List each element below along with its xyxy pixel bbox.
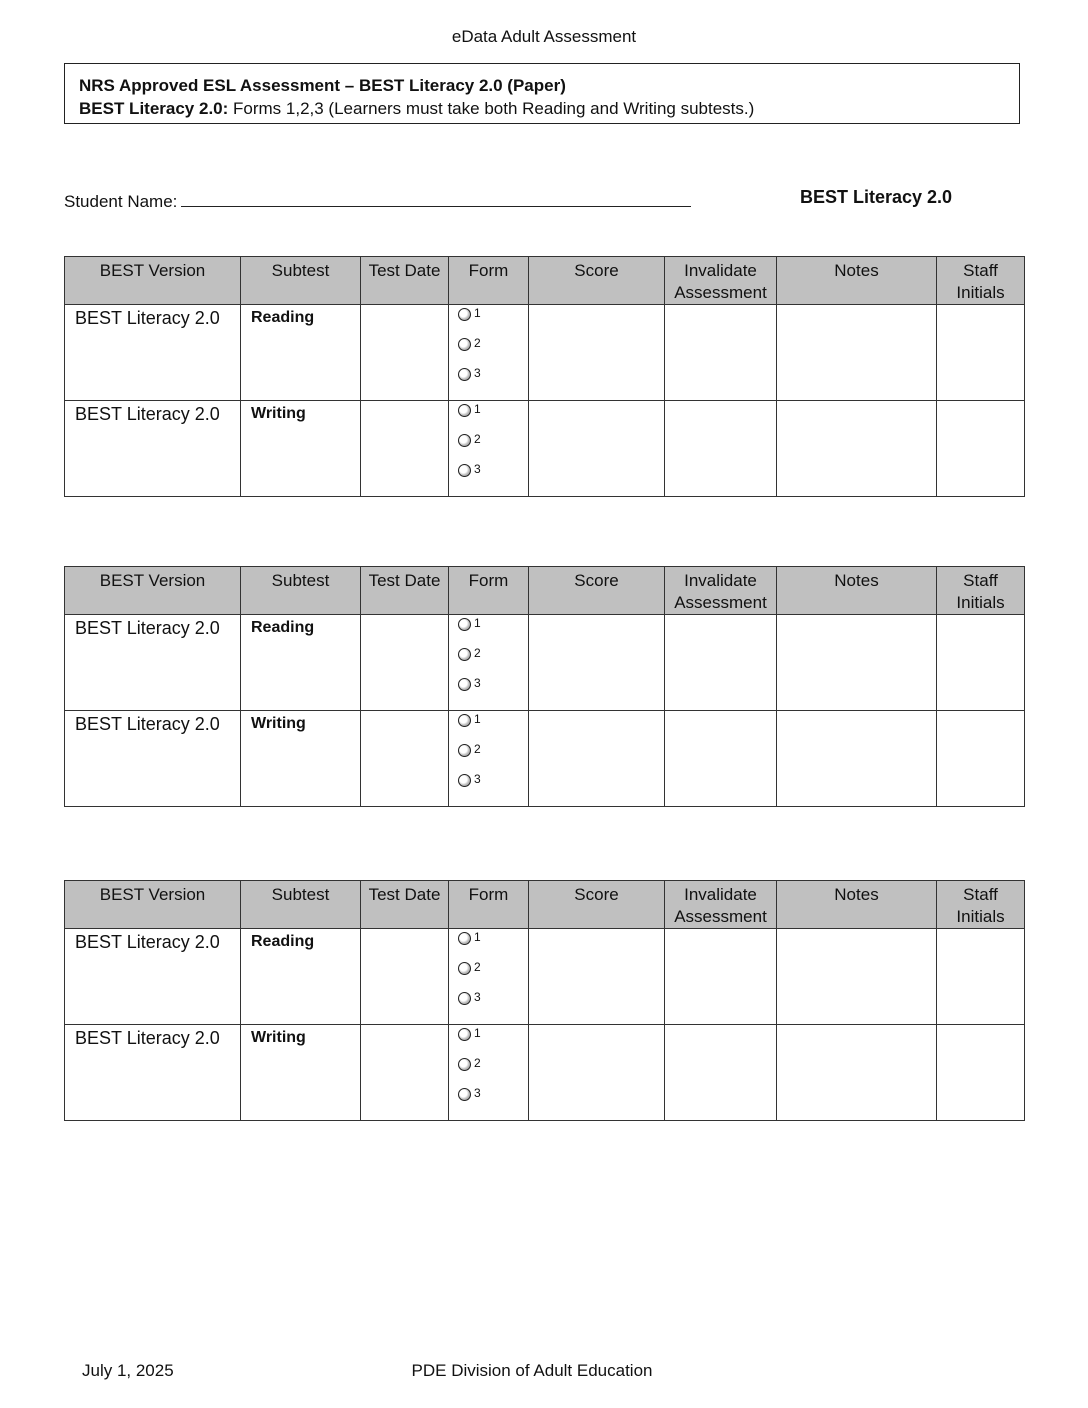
best-version-cell: BEST Literacy 2.0 <box>65 929 241 1025</box>
col-score-header: Score <box>529 567 665 615</box>
form-option-label: 1 <box>474 402 481 416</box>
form-option-label: 1 <box>474 930 481 944</box>
form-option-label: 1 <box>474 712 481 726</box>
form-option[interactable] <box>458 712 528 742</box>
form-option-label: 3 <box>474 1086 481 1100</box>
info-forms-text: Forms 1,2,3 (Learners must take both Reading and Writing subtests.) <box>228 99 755 118</box>
form-option-label: 1 <box>474 1026 481 1040</box>
col-notes-header: Notes <box>777 567 937 615</box>
invalidate-cell[interactable] <box>665 615 777 711</box>
notes-cell[interactable] <box>777 711 937 807</box>
col-invalidate-header: Invalidate Assessment <box>665 567 777 615</box>
form-option[interactable] <box>458 960 528 990</box>
score-cell[interactable] <box>529 711 665 807</box>
col-best-version-header: BEST Version <box>65 257 241 305</box>
invalidate-cell[interactable] <box>665 711 777 807</box>
table-row <box>65 711 1025 807</box>
form-option-label: 1 <box>474 306 481 320</box>
assessment-table <box>64 256 1025 497</box>
staff-initials-cell[interactable] <box>937 401 1025 497</box>
form-option-label: 2 <box>474 646 481 660</box>
form-option-label: 3 <box>474 366 481 380</box>
col-staff-initials-header: Staff Initials <box>937 881 1025 929</box>
assessment-table <box>64 566 1025 807</box>
student-name-row <box>64 188 691 212</box>
score-cell[interactable] <box>529 1025 665 1121</box>
table-row <box>65 615 1025 711</box>
form-option[interactable] <box>458 1086 528 1116</box>
form-option[interactable] <box>458 930 528 960</box>
best-version-cell: BEST Literacy 2.0 <box>65 615 241 711</box>
radio-button-icon[interactable] <box>458 714 471 727</box>
radio-button-icon[interactable] <box>458 464 471 477</box>
form-option[interactable] <box>458 990 528 1020</box>
invalidate-cell[interactable] <box>665 1025 777 1121</box>
form-option[interactable] <box>458 336 528 366</box>
radio-button-icon[interactable] <box>458 404 471 417</box>
radio-button-icon[interactable] <box>458 932 471 945</box>
notes-cell[interactable] <box>777 615 937 711</box>
table-row <box>65 929 1025 1025</box>
notes-cell[interactable] <box>777 305 937 401</box>
staff-initials-cell[interactable] <box>937 305 1025 401</box>
form-option-label: 2 <box>474 432 481 446</box>
form-option-label: 2 <box>474 336 481 350</box>
form-option-label: 3 <box>474 990 481 1004</box>
best-version-cell: BEST Literacy 2.0 <box>65 401 241 497</box>
col-score-header: Score <box>529 257 665 305</box>
form-cell <box>449 305 529 401</box>
form-option[interactable] <box>458 306 528 336</box>
form-title: BEST Literacy 2.0 <box>800 187 953 207</box>
staff-initials-cell[interactable] <box>937 615 1025 711</box>
staff-initials-cell[interactable] <box>937 929 1025 1025</box>
notes-cell[interactable] <box>777 929 937 1025</box>
col-best-version-header: BEST Version <box>65 881 241 929</box>
best-version-cell: BEST Literacy 2.0 <box>65 305 241 401</box>
score-cell[interactable] <box>529 929 665 1025</box>
radio-button-icon[interactable] <box>458 744 471 757</box>
form-option[interactable] <box>458 462 528 492</box>
col-invalidate-header: Invalidate Assessment <box>665 257 777 305</box>
document-header: eData Adult Assessment <box>451 27 637 46</box>
col-notes-header: Notes <box>777 881 937 929</box>
notes-cell[interactable] <box>777 401 937 497</box>
subtest-cell: Writing <box>241 711 361 807</box>
form-option[interactable] <box>458 676 528 706</box>
form-cell <box>449 401 529 497</box>
radio-button-icon[interactable] <box>458 338 471 351</box>
test-date-cell[interactable] <box>361 929 449 1025</box>
col-form-header: Form <box>449 881 529 929</box>
invalidate-cell[interactable] <box>665 401 777 497</box>
staff-initials-cell[interactable] <box>937 711 1025 807</box>
assessment-info-box <box>64 63 1020 124</box>
col-score-header: Score <box>529 881 665 929</box>
radio-button-icon[interactable] <box>458 1028 471 1041</box>
subtest-cell: Writing <box>241 401 361 497</box>
radio-button-icon[interactable] <box>458 1088 471 1101</box>
radio-button-icon[interactable] <box>458 648 471 661</box>
col-test-date-header: Test Date <box>361 567 449 615</box>
invalidate-cell[interactable] <box>665 305 777 401</box>
col-invalidate-header: Invalidate Assessment <box>665 881 777 929</box>
form-option[interactable] <box>458 402 528 432</box>
form-cell <box>449 615 529 711</box>
notes-cell[interactable] <box>777 1025 937 1121</box>
assessment-table <box>64 880 1025 1121</box>
col-best-version-header: BEST Version <box>65 567 241 615</box>
table-row <box>65 1025 1025 1121</box>
col-subtest-header: Subtest <box>241 881 361 929</box>
best-version-cell: BEST Literacy 2.0 <box>65 711 241 807</box>
radio-button-icon[interactable] <box>458 618 471 631</box>
info-forms-label: BEST Literacy 2.0: <box>79 99 229 118</box>
subtest-cell: Reading <box>241 929 361 1025</box>
col-subtest-header: Subtest <box>241 257 361 305</box>
form-cell <box>449 1025 529 1121</box>
student-name-field[interactable] <box>181 188 691 207</box>
info-forms-line <box>79 97 1019 120</box>
col-form-header: Form <box>449 567 529 615</box>
radio-button-icon[interactable] <box>458 678 471 691</box>
score-cell[interactable] <box>529 615 665 711</box>
form-cell <box>449 929 529 1025</box>
col-test-date-header: Test Date <box>361 257 449 305</box>
test-date-cell[interactable] <box>361 615 449 711</box>
col-subtest-header: Subtest <box>241 567 361 615</box>
radio-button-icon[interactable] <box>458 434 471 447</box>
table-row <box>65 305 1025 401</box>
form-option-label: 1 <box>474 616 481 630</box>
form-option[interactable] <box>458 742 528 772</box>
col-test-date-header: Test Date <box>361 881 449 929</box>
form-option-label: 2 <box>474 1056 481 1070</box>
test-date-cell[interactable] <box>361 1025 449 1121</box>
footer-organization: PDE Division of Adult Education <box>411 1361 653 1380</box>
form-option[interactable] <box>458 366 528 396</box>
radio-button-icon[interactable] <box>458 992 471 1005</box>
form-option[interactable] <box>458 1026 528 1056</box>
col-notes-header: Notes <box>777 257 937 305</box>
score-cell[interactable] <box>529 305 665 401</box>
student-name-label: Student Name: <box>64 192 178 211</box>
info-title: NRS Approved ESL Assessment – BEST Literacy 2.0 (Paper) <box>79 76 566 95</box>
radio-button-icon[interactable] <box>458 308 471 321</box>
radio-button-icon[interactable] <box>458 962 471 975</box>
invalidate-cell[interactable] <box>665 929 777 1025</box>
subtest-cell: Writing <box>241 1025 361 1121</box>
score-cell[interactable] <box>529 401 665 497</box>
form-option-label: 3 <box>474 462 481 476</box>
radio-button-icon[interactable] <box>458 774 471 787</box>
form-option-label: 3 <box>474 772 481 786</box>
form-cell <box>449 711 529 807</box>
subtest-cell: Reading <box>241 615 361 711</box>
col-staff-initials-header: Staff Initials <box>937 567 1025 615</box>
test-date-cell[interactable] <box>361 711 449 807</box>
form-option[interactable] <box>458 772 528 802</box>
table-row <box>65 401 1025 497</box>
footer-date: July 1, 2025 <box>82 1361 174 1380</box>
form-option[interactable] <box>458 432 528 462</box>
test-date-cell[interactable] <box>361 305 449 401</box>
staff-initials-cell[interactable] <box>937 1025 1025 1121</box>
subtest-cell: Reading <box>241 305 361 401</box>
form-option-label: 3 <box>474 676 481 690</box>
col-staff-initials-header: Staff Initials <box>937 257 1025 305</box>
form-option[interactable] <box>458 1056 528 1086</box>
test-date-cell[interactable] <box>361 401 449 497</box>
col-form-header: Form <box>449 257 529 305</box>
form-option[interactable] <box>458 646 528 676</box>
best-version-cell: BEST Literacy 2.0 <box>65 1025 241 1121</box>
form-option-label: 2 <box>474 742 481 756</box>
radio-button-icon[interactable] <box>458 1058 471 1071</box>
form-option-label: 2 <box>474 960 481 974</box>
form-option[interactable] <box>458 616 528 646</box>
radio-button-icon[interactable] <box>458 368 471 381</box>
